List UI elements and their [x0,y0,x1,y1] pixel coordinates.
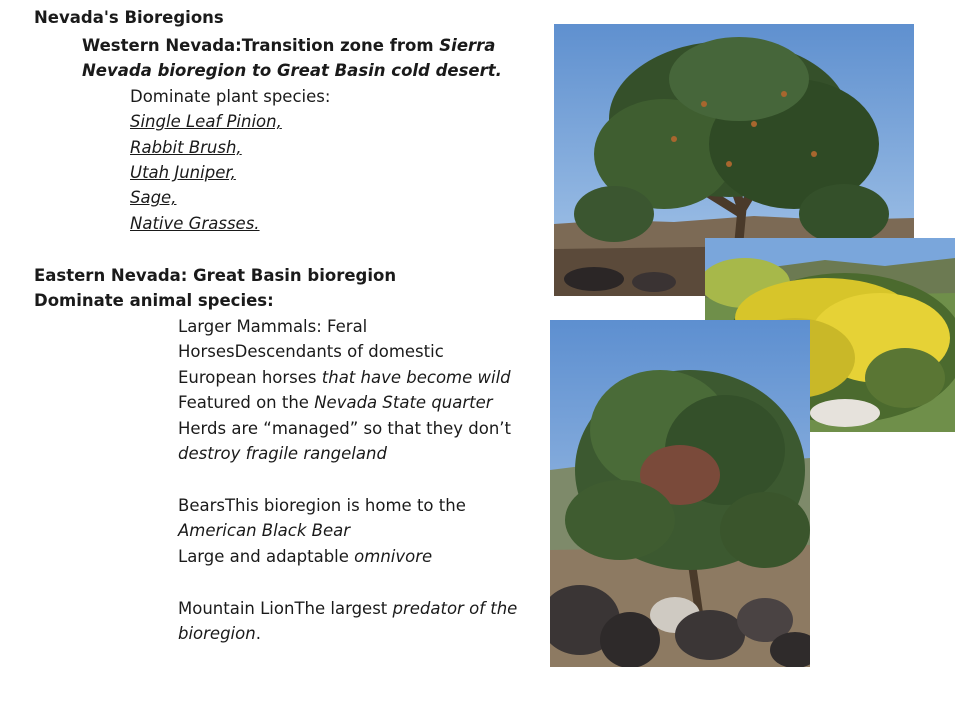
eastern-heading: Eastern Nevada: Great Basin bioregion [34,266,397,285]
lion-line1 [178,596,517,622]
western-heading-sierra: Sierra [439,36,496,55]
horses-line1: Larger Mammals: Feral [178,317,368,336]
bears-line3 [178,544,432,570]
utah-juniper-illustration [550,320,810,667]
horses-line2: HorsesDescendants of domestic [178,342,444,361]
utah-juniper-photo [550,320,810,667]
bears-line3-em: omnivore [354,547,433,566]
page-title: Nevada's Bioregions [34,8,224,27]
lion-line2-em: bioregion [178,624,256,643]
horses-line5: Herds are “managed” so that they don’t [178,419,512,438]
horses-line3-text: European horses [178,368,322,387]
horses-line3 [178,365,511,391]
western-heading-line2: Nevada bioregion to Great Basin cold desert. [82,61,502,80]
western-heading-text: Western Nevada:Transition zone from [82,36,440,55]
plant-link-native-grasses[interactable]: Native Grasses. [130,214,260,233]
lion-line1-em: predator of the [392,599,518,618]
western-heading-line1 [82,33,495,59]
horses-line4 [178,390,493,416]
bears-line1: BearsThis bioregion is home to the [178,496,466,515]
horses-line3-em: that have become wild [321,368,511,387]
bears-line3-text: Large and adaptable [178,547,355,566]
lion-line2 [178,621,261,647]
animals-label: Dominate animal species: [34,291,274,310]
plant-link-rabbit-brush[interactable]: Rabbit Brush, [130,138,242,157]
horses-line6: destroy fragile rangeland [178,444,387,463]
plants-label: Dominate plant species: [130,87,331,106]
horses-line4-text: Featured on the [178,393,315,412]
horses-line4-em: Nevada State quarter [314,393,493,412]
lion-line1-text: Mountain LionThe largest [178,599,393,618]
bears-line2: American Black Bear [178,521,351,540]
plant-link-sage[interactable]: Sage, [130,188,177,207]
plant-link-single-leaf-pinion[interactable]: Single Leaf Pinion, [130,112,282,131]
lion-line2-period: . [255,624,261,643]
plant-link-utah-juniper[interactable]: Utah Juniper, [130,163,236,182]
